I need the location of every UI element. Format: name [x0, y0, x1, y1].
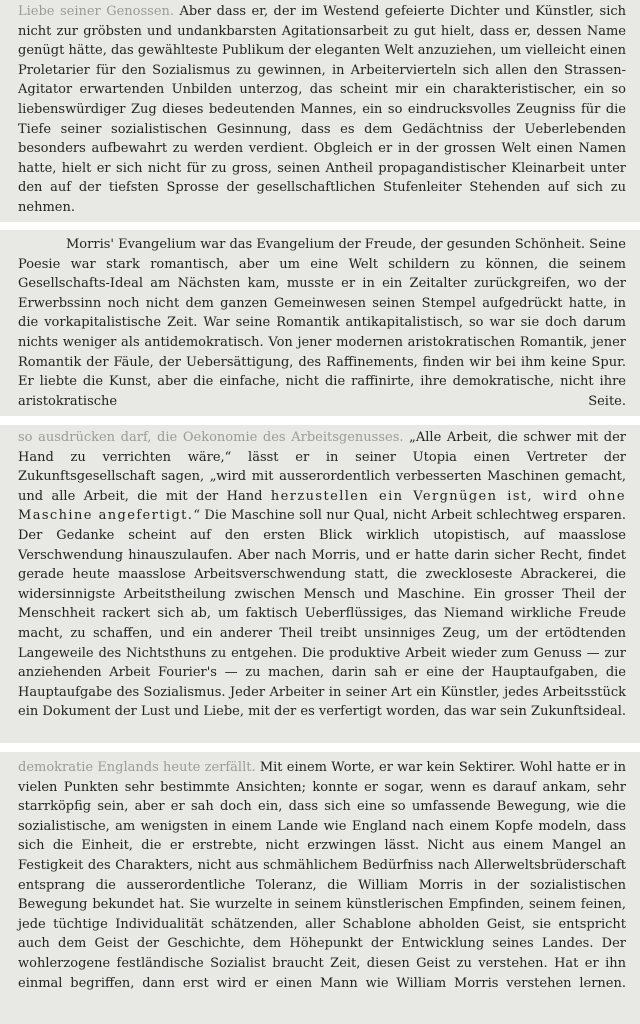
paragraph	[0, 758, 640, 993]
body-text: Aber dass er, der im Westend gefeierte Dichter und Künstler, sich nicht zur gröbsten und undankbarsten Agitationsarbeit zu gut hielt, dass er, dessen Name genügt hätte, das gewählteste Publikum der eleganten Welt anzuziehen, um vielleicht einen Proletarier für den Sozialismus zu gewinnen, in Arbeitervierteln sich allen den Strassen-Agitator erwartenden Unbilden unterzog, das scheint mir ein charakteristischer, ein so liebenswürdiger Zug dieses bedeutenden Mannes, ein so eindrucksvolles Zeugniss für die Tiefe seiner sozialistischen Gesinnung, dass es dem Gedächtniss der Ueberlebenden besonders aufbewahrt zu werden verdient. Obgleich er in der grossen Welt einen Namen hatte, hielt er sich nicht für zu gross, seinen Antheil propagandistischer Kleinarbeit unter den auf der tiefsten Sprosse der gesellschaftlichen Stufenleiter Stehenden auf sich zu nehmen.	[18, 4, 626, 215]
text-clip-2	[0, 230, 640, 416]
body-text: Mit einem Worte, er war kein Sektirer. Wohl hatte er in vielen Punkten sehr bestimmte Ansichten; konnte er sogar, wenn es darauf ankam, sehr starrköpfig sein, aber er sah doch ein, dass sich eine so umfassende Bewegung, wie die sozialistische, am wenigsten in einem Lande wie England nach einem Kopfe modeln, dass sich die Einheit, die er erstrebte, nicht erzwingen lässt. Nicht aus einem Mangel an Festigkeit des Charakters, nicht aus schmählichem Bedürfniss nach Allerweltsbrüderschaft entsprang die ausserordentliche Toleranz, die William Morris in der sozialistischen Bewegung bekundet hat. Sie wurzelte in seinem künstlerischen Empfinden, seinem feinen, jede tüchtige Individualität schätzenden, aller Schablone abholden Geist, sie entspricht auch dem Geist der Geschichte, dem Höhepunkt der Entwicklung seines Landes. Der wohlerzogene festländische Sozialist braucht Zeit, diesen Geist zu verstehen. Hat er ihn einmal begriffen, dann erst wird er einen Mann wie William Morris verstehen lernen.	[18, 760, 626, 991]
faded-lead-text: Liebe seiner Genossen.	[18, 4, 175, 19]
text-clip-1	[0, 0, 640, 222]
spaced-emphasis-text: herzustellen ein Vergnügen ist, wird ohne Maschine angefertigt.	[18, 488, 627, 524]
paragraph	[0, 2, 640, 218]
paragraph	[0, 235, 640, 411]
body-text: Morris' Evangelium war das Evangelium der Freude, der gesunden Schönheit. Seine Poesie war stark romantisch, aber um eine Welt schildern zu können, die seinem Gesellschafts-Ideal am Nächsten kam, musste er in ein Zeitalter zurückgreifen, wo der Erwerbssinn noch nicht dem ganzen Gemeinwesen seinen Stempel aufgedrückt hatte, in die vorkapitalistische Zeit. War seine Romantik antikapitalistisch, so war sie doch darum nichts weniger als antidemokratisch. Von jener modernen aristokratischen Romantik, jener Romantik der Fäule, der Uebersättigung, des Raffinements, finden wir bei ihm keine Spur. Er liebte die Kunst, aber die einfache, nicht die raffinirte, ihre demokratische, nicht ihre aristokratische Seite.	[18, 237, 626, 409]
body-text: „Alle Arbeit, die schwer mit der Hand zu verrichten wäre,“ lässt er in seiner Utopia einen Vertreter der Zukunftsgesellschaft sagen, „wird mit ausserordentlich verbesserten Maschinen gemacht, und alle Arbeit, die mit der Hand	[18, 430, 626, 504]
faded-lead-text: so ausdrücken darf, die Oekonomie des Arbeitsgenusses.	[18, 430, 404, 445]
faded-lead-text: demokratie Englands heute zerfällt.	[18, 760, 256, 775]
body-text: “ Die Maschine soll nur Qual, nicht Arbeit schlechtweg ersparen. Der Gedanke scheint auf den ersten Blick wirklich utopistisch, auf maasslose Verschwendung hinauszulaufen. Aber nach Morris, und er hatte darin sicher Recht, findet gerade heute maasslose Arbeitsverschwendung statt, die zweckloseste Abrackerei, die widersinnigste Arbeitstheilung zwischen Mensch und Maschine. Ein grosser Theil der Menschheit rackert sich ab, um faktisch Ueberflüssiges, das Niemand wirkliche Freude macht, zu schaffen, und ein anderer Theil treibt unsinniges Zeug, um der ertödtenden Langeweile des Nichtsthuns zu entgehen. Die produktive Arbeit wieder zum Genuss — zur anziehenden Arbeit Fourier's — zu machen, darin sah er eine der Hauptaufgaben, die Hauptaufgabe des Sozialismus. Jeder Arbeiter in seiner Art ein Künstler, jedes Arbeitsstück ein Dokument der Lust und Liebe, mit der es verfertigt worden, das war sein Zukunftsideal.	[18, 508, 627, 720]
paragraph	[0, 428, 640, 722]
text-clip-3	[0, 425, 640, 743]
text-clip-4	[0, 752, 640, 1024]
